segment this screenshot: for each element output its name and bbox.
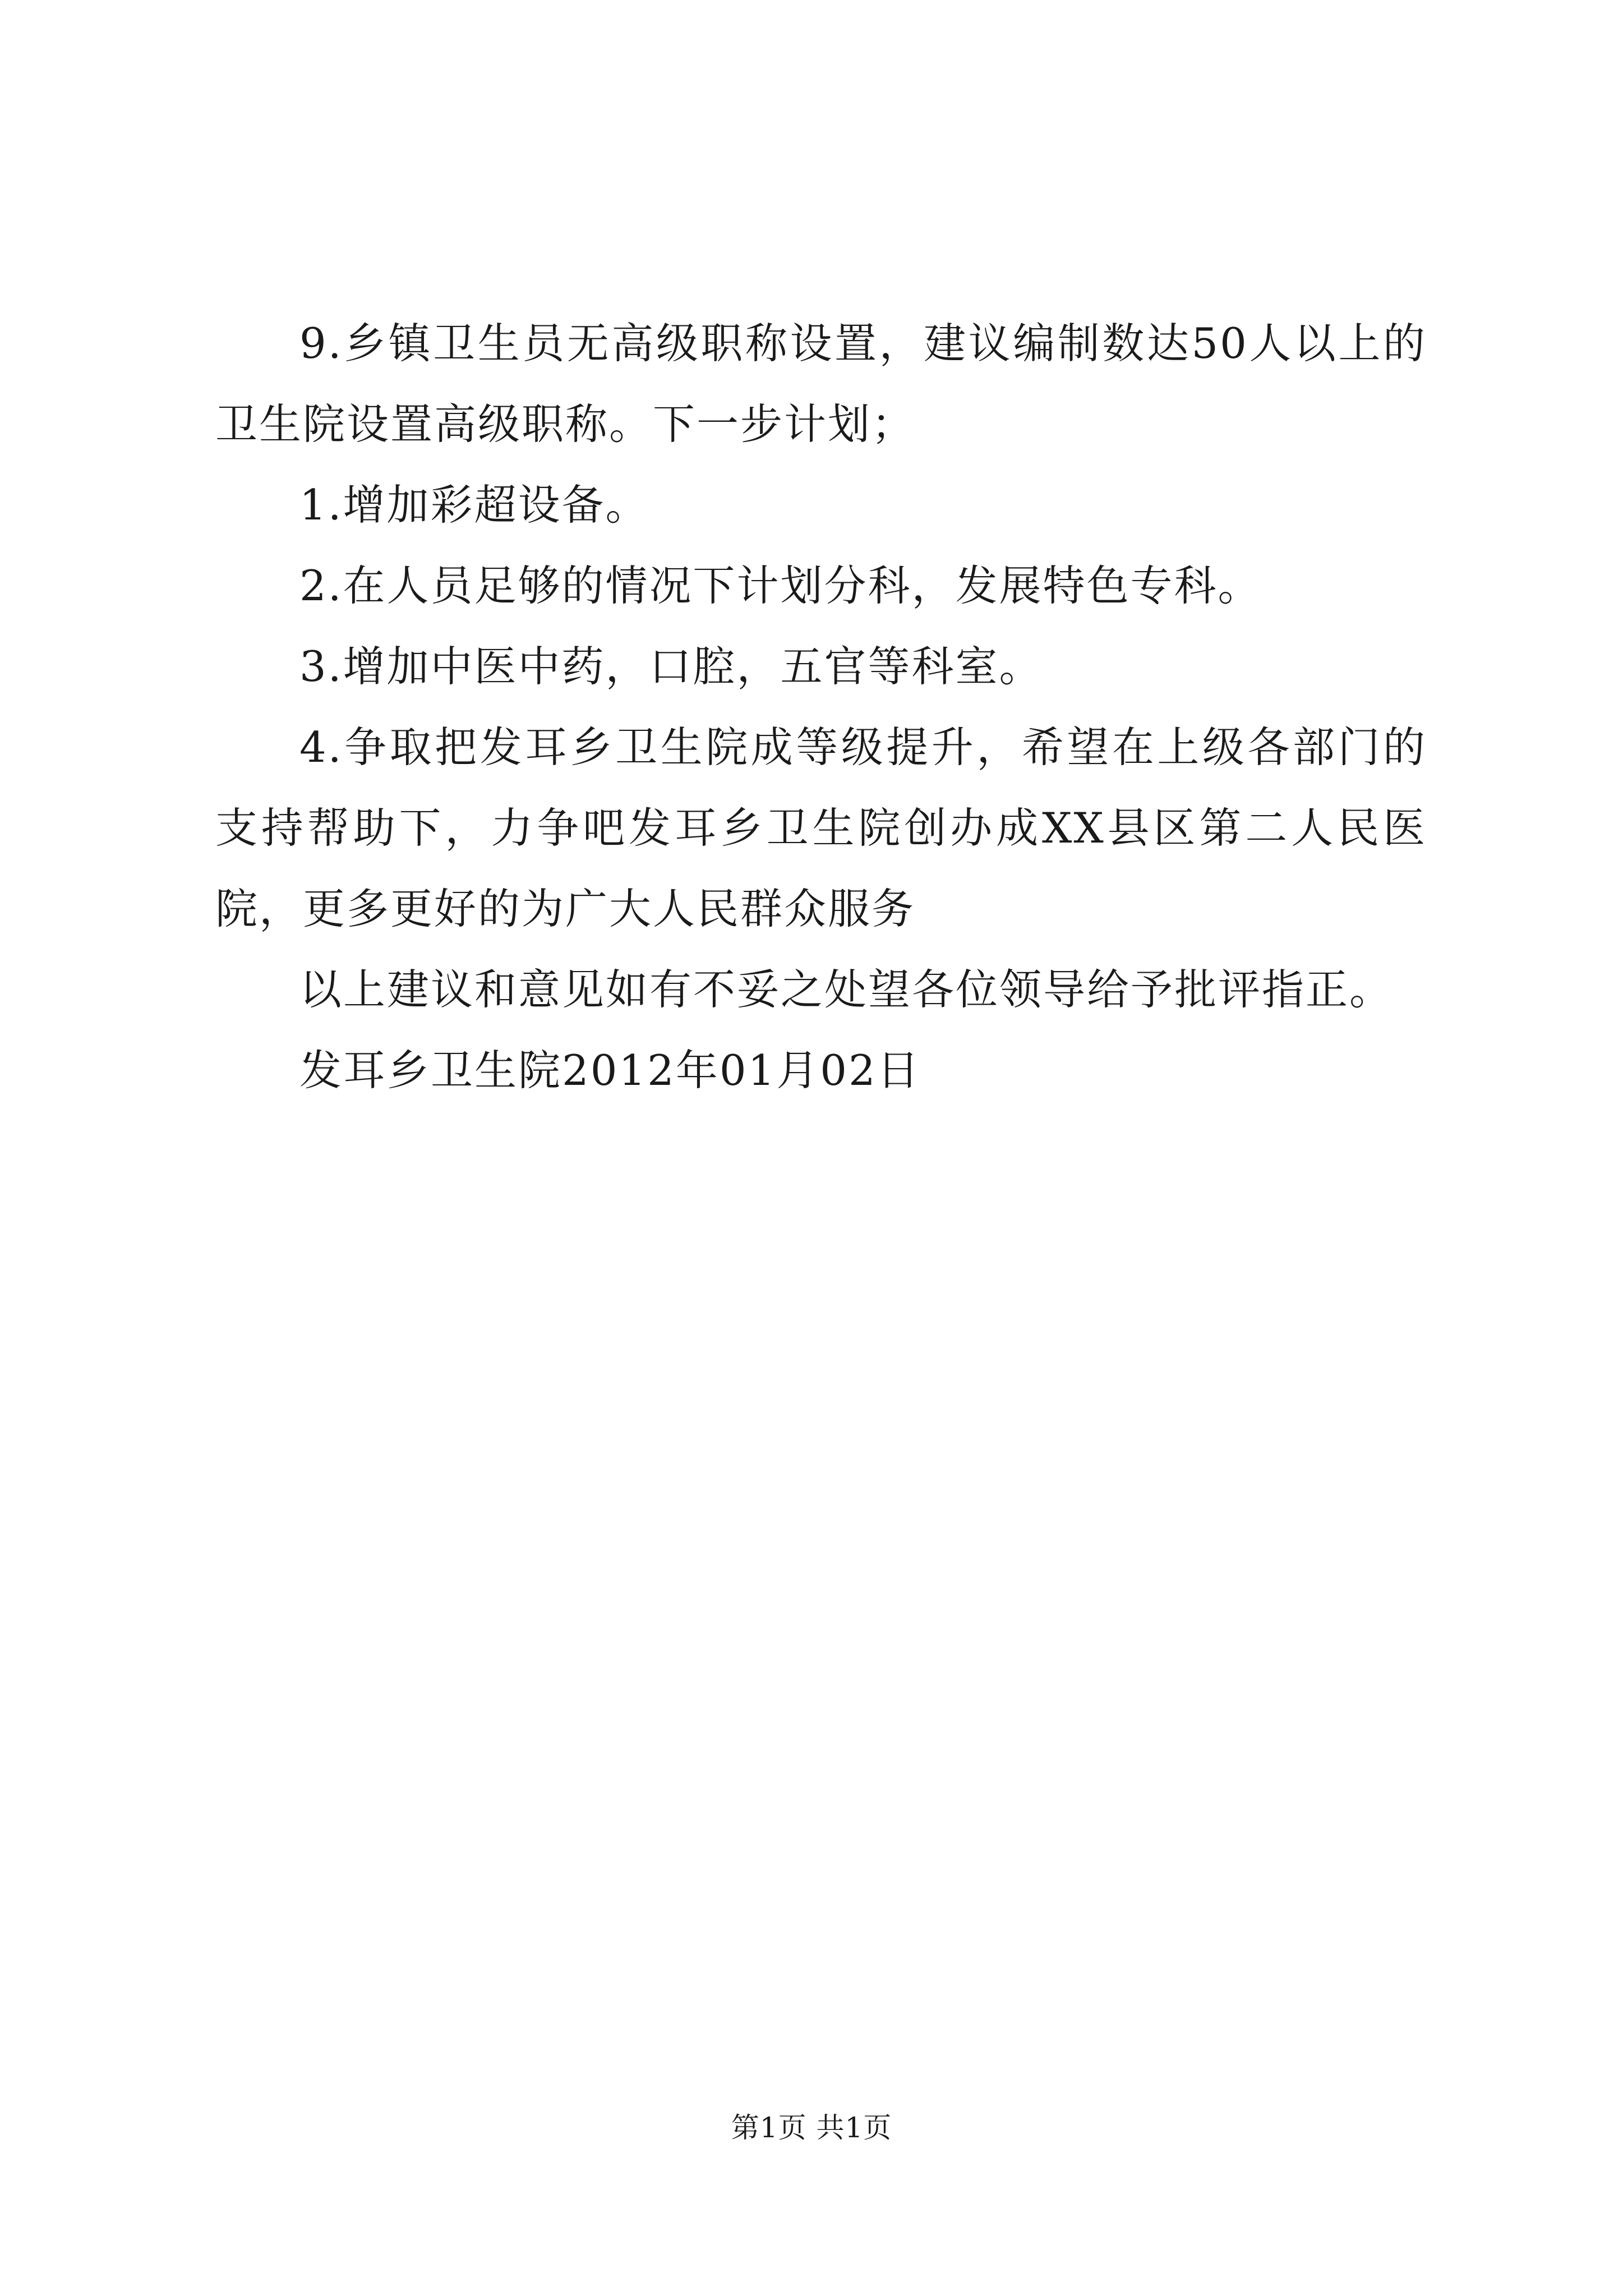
plan-item-4: 4.争取把发耳乡卫生院成等级提升，希望在上级各部门的支持帮助下，力争吧发耳乡卫生院创办成XX县区第二人民医院，更多更好的为广大人民群众服务 <box>215 723 1427 933</box>
closing-remark: 以上建议和意见如有不妥之处望各位领导给予批评指正。 <box>299 965 1394 1014</box>
paragraph-item-9: 9.乡镇卫生员无高级职称设置，建议编制数达50人以上的卫生院设置高级职称。下一步计划； <box>215 319 1427 449</box>
plan-item-3: 3.增加中医中药，口腔，五官等科室。 <box>299 642 1043 691</box>
plan-item-2: 2.在人员足够的情况下计划分科，发展特色专科。 <box>299 561 1262 610</box>
plan-item-1: 1.增加彩超设备。 <box>299 480 649 530</box>
document-body <box>215 303 1427 1111</box>
signature-date: 发耳乡卫生院2012年01月02日 <box>299 1046 921 1095</box>
page-footer: 第1页 共1页 <box>731 2111 892 2144</box>
